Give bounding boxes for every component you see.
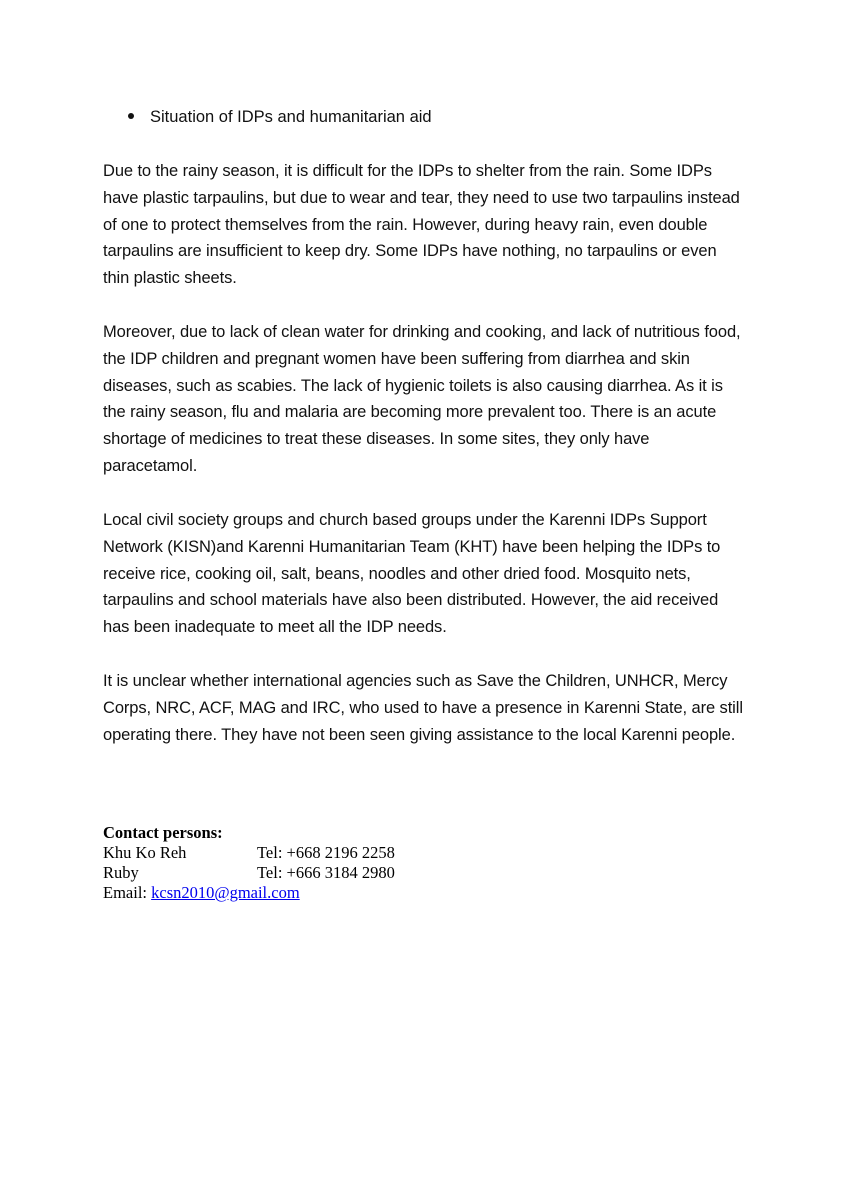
contact-block [103, 823, 395, 903]
paragraph-local-aid: Local civil society groups and church based groups under the Karenni IDPs Support Network (KISN)and Karenni Humanitarian Team (KHT) have been helping the IDPs to receive rice, cooking oil, salt, beans, noodles and other dried food. Mosquito nets, tarpaulins and school materials have also been distributed. However, the aid received has been inadequate to meet all the IDP needs. [103, 511, 721, 637]
bullet-icon [128, 113, 134, 119]
contact-title: Contact persons: [103, 823, 223, 842]
email-link[interactable]: kcsn2010@gmail.com [151, 883, 300, 902]
section-heading-text: Situation of IDPs and humanitarian aid [150, 108, 432, 126]
contact-name: Ruby [103, 863, 139, 882]
contact-row [103, 843, 395, 863]
email-label: Email: [103, 883, 152, 902]
contact-phone: Tel: +668 2196 2258 [257, 843, 395, 862]
contact-row [103, 863, 395, 883]
contact-email-row [103, 883, 395, 903]
contact-phone: Tel: +666 3184 2980 [257, 863, 395, 882]
section-heading [128, 104, 432, 130]
paragraph-health: Moreover, due to lack of clean water for drinking and cooking, and lack of nutritious food, the IDP children and pregnant women have been suffering from diarrhea and skin diseases, such as scabies. The lack of hygienic toilets is also causing diarrhea. As it is the rainy season, flu and malaria are becoming more prevalent too. There is an acute shortage of medicines to treat these diseases. In some sites, they only have paracetamol. [103, 323, 741, 475]
paragraph-international-agencies: It is unclear whether international agencies such as Save the Children, UNHCR, Mercy Corps, NRC, ACF, MAG and IRC, who used to have a presence in Karenni State, are still operating there. They have not been seen giving assistance to the local Karenni people. [103, 672, 743, 744]
paragraph-shelter: Due to the rainy season, it is difficult for the IDPs to shelter from the rain. Some IDPs have plastic tarpaulins, but due to wear and tear, they need to use two tarpaulins instead of one to protect themselves from the rain. However, during heavy rain, even double tarpaulins are insufficient to keep dry. Some IDPs have nothing, no tarpaulins or even thin plastic sheets. [103, 162, 740, 288]
contact-name: Khu Ko Reh [103, 843, 187, 862]
